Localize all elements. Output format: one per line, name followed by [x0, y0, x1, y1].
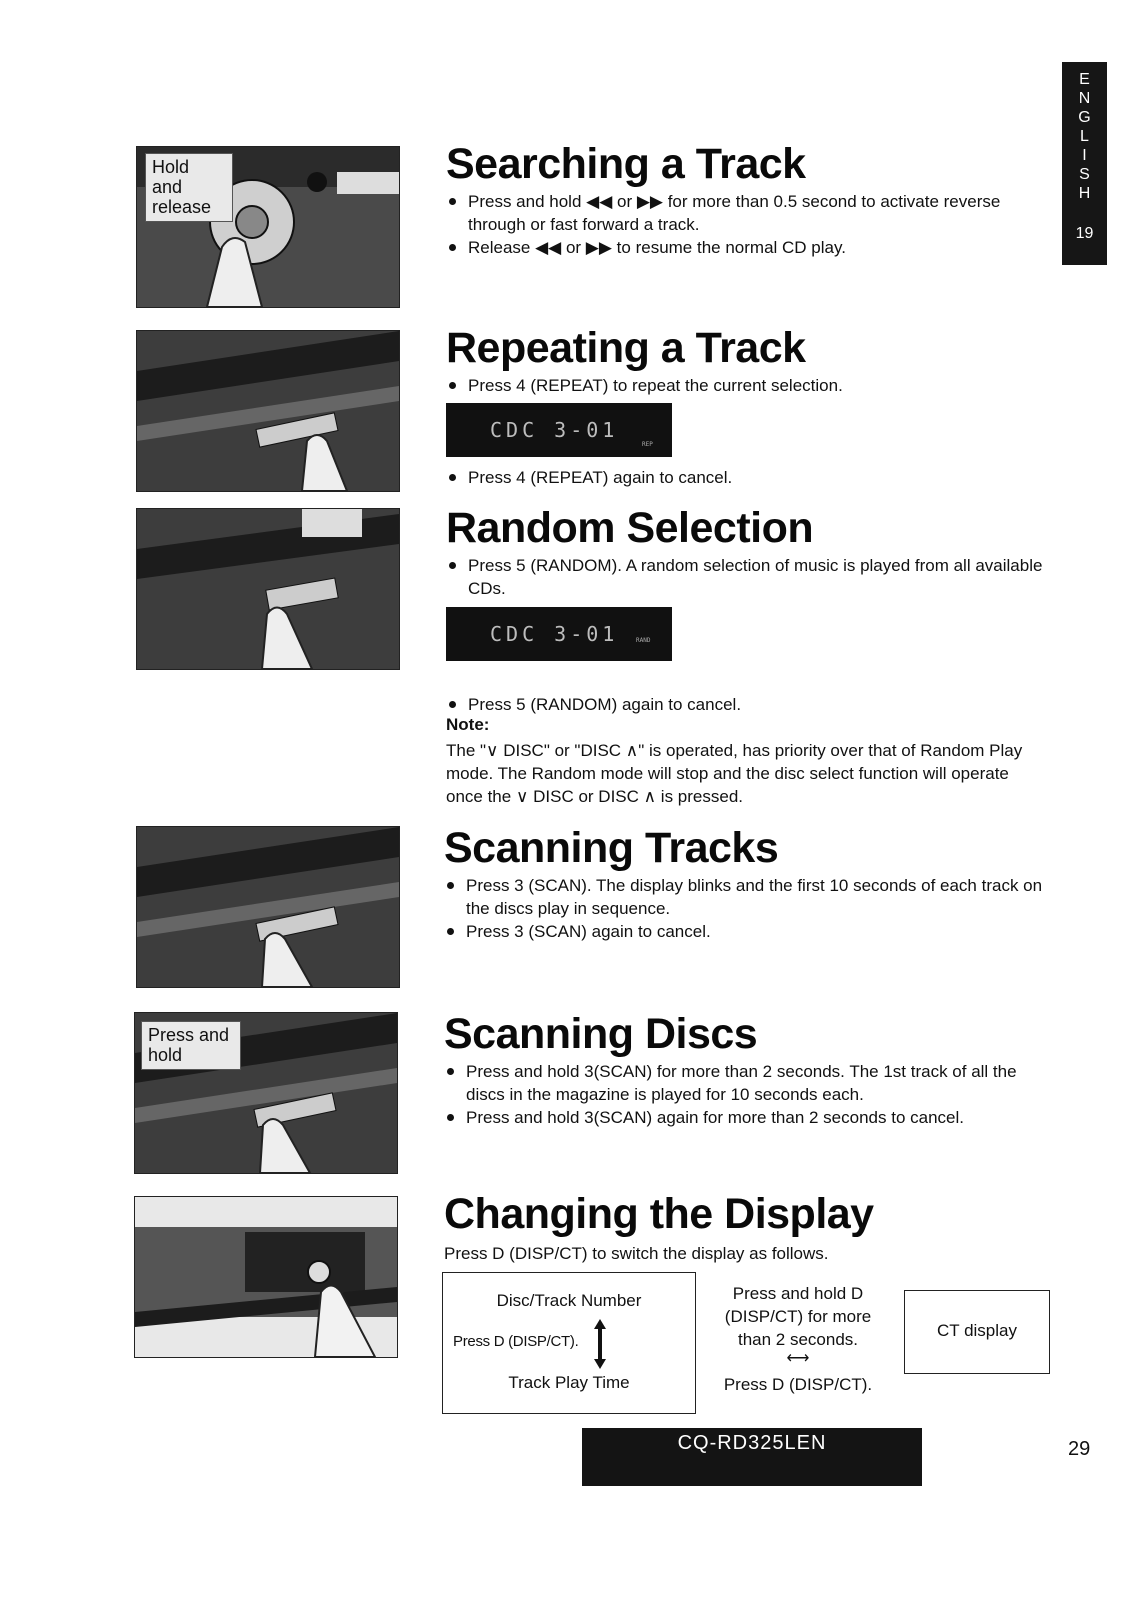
bullet-search-2: Release ◀◀ or ▶▶ to resume the normal CD play. — [446, 236, 1046, 259]
lang-letter: I — [1082, 147, 1087, 164]
device-illustration — [137, 331, 399, 491]
lang-letter: H — [1078, 185, 1091, 202]
bullet-random-2: Press 5 (RANDOM) again to cancel. — [446, 693, 1068, 716]
language-letters — [1062, 70, 1107, 203]
box-disc-track: Disc/Track Number — [496, 1291, 642, 1310]
device-illustration — [137, 827, 399, 987]
photo-scanning-tracks — [136, 826, 400, 988]
heading-scanning-discs: Scanning Discs — [444, 1010, 758, 1058]
box-press-d: Press D (DISP/CT). — [453, 1333, 579, 1350]
section-changing-display — [444, 1192, 1048, 1265]
photo-label-press-hold: Press and hold — [141, 1021, 241, 1070]
lcd-indicator: REP — [642, 441, 653, 448]
note-text: The "∨ DISC" or "DISC ∧" is operated, has priority over that of Random Play mode. The Random mode will stop and the disc select function will operate once the ∨ DISC or DISC ∧ is pressed. — [446, 741, 1023, 806]
section-scanning-tracks — [444, 826, 1048, 943]
section-repeating-track — [446, 326, 1046, 397]
display-intro: Press D (DISP/CT) to switch the display as follows. — [444, 1244, 829, 1263]
language-page-number: 19 — [1075, 225, 1094, 242]
bullet-scan-tracks-2: Press 3 (SCAN) again to cancel. — [444, 920, 1048, 943]
section-scanning-discs — [444, 1012, 1048, 1129]
ct-display-label: CT display — [937, 1321, 1017, 1340]
ct-display-box — [904, 1290, 1050, 1374]
hold-instruction: Press and hold D (DISP/CT) for more than 2 seconds. — [724, 1284, 872, 1349]
lcd-display-random — [446, 607, 672, 661]
photo-changing-display — [134, 1196, 398, 1358]
heading-searching-track: Searching a Track — [446, 140, 806, 188]
double-arrow-icon: ⟷ — [786, 1350, 810, 1367]
heading-repeating-track: Repeating a Track — [446, 324, 806, 372]
lcd-text: CDC 3-01 — [490, 622, 619, 646]
lang-letter: L — [1080, 128, 1089, 145]
device-illustration — [135, 1197, 397, 1357]
model-name: CQ-RD325LEN — [677, 1432, 827, 1454]
note-heading: Note: — [446, 715, 490, 734]
lcd-text: CDC 3-01 — [490, 418, 619, 442]
bullet-random-1: Press 5 (RANDOM). A random selection of music is played from all available CDs. — [446, 554, 1046, 600]
box-track-time: Track Play Time — [508, 1373, 630, 1392]
device-illustration — [137, 509, 399, 669]
press-instruction: Press D (DISP/CT). — [723, 1375, 873, 1394]
page-number: 29 — [1068, 1438, 1091, 1460]
bullet-repeat-1: Press 4 (REPEAT) to repeat the current selection. — [446, 374, 1046, 397]
language-tab — [1062, 62, 1107, 265]
model-bar — [582, 1428, 922, 1486]
photo-repeat-track — [136, 330, 400, 492]
lcd-display-repeat — [446, 403, 672, 457]
section-random-selection — [446, 506, 1046, 600]
photo-label-hold-release: Hold and release — [145, 153, 233, 222]
section-searching-track — [446, 142, 1046, 259]
bullet-scan-discs-1: Press and hold 3(SCAN) for more than 2 seconds. The 1st track of all the discs in the magazine is played for 10 seconds each. — [444, 1060, 1048, 1106]
heading-changing-display: Changing the Display — [444, 1190, 874, 1238]
lang-letter: E — [1079, 71, 1090, 88]
heading-scanning-tracks: Scanning Tracks — [444, 824, 779, 872]
bullet-repeat-2: Press 4 (REPEAT) again to cancel. — [446, 466, 1068, 489]
photo-random-selection — [136, 508, 400, 670]
photo-search-track — [136, 146, 400, 308]
updown-arrow-icon — [593, 1319, 607, 1369]
display-mode-box — [442, 1272, 696, 1414]
photo-scanning-discs — [134, 1012, 398, 1174]
lang-letter: S — [1079, 166, 1090, 183]
lang-letter: N — [1078, 90, 1091, 107]
lcd-indicator: RAND — [636, 637, 651, 644]
bullet-scan-tracks-1: Press 3 (SCAN). The display blinks and the first 10 seconds of each track on the discs play in sequence. — [444, 874, 1048, 920]
bullet-scan-discs-2: Press and hold 3(SCAN) again for more than 2 seconds to cancel. — [444, 1106, 1048, 1129]
bullet-search-1: Press and hold ◀◀ or ▶▶ for more than 0.5 second to activate reverse through or fast forward a track. — [446, 190, 1046, 236]
heading-random-selection: Random Selection — [446, 504, 814, 552]
lang-letter: G — [1078, 109, 1091, 126]
